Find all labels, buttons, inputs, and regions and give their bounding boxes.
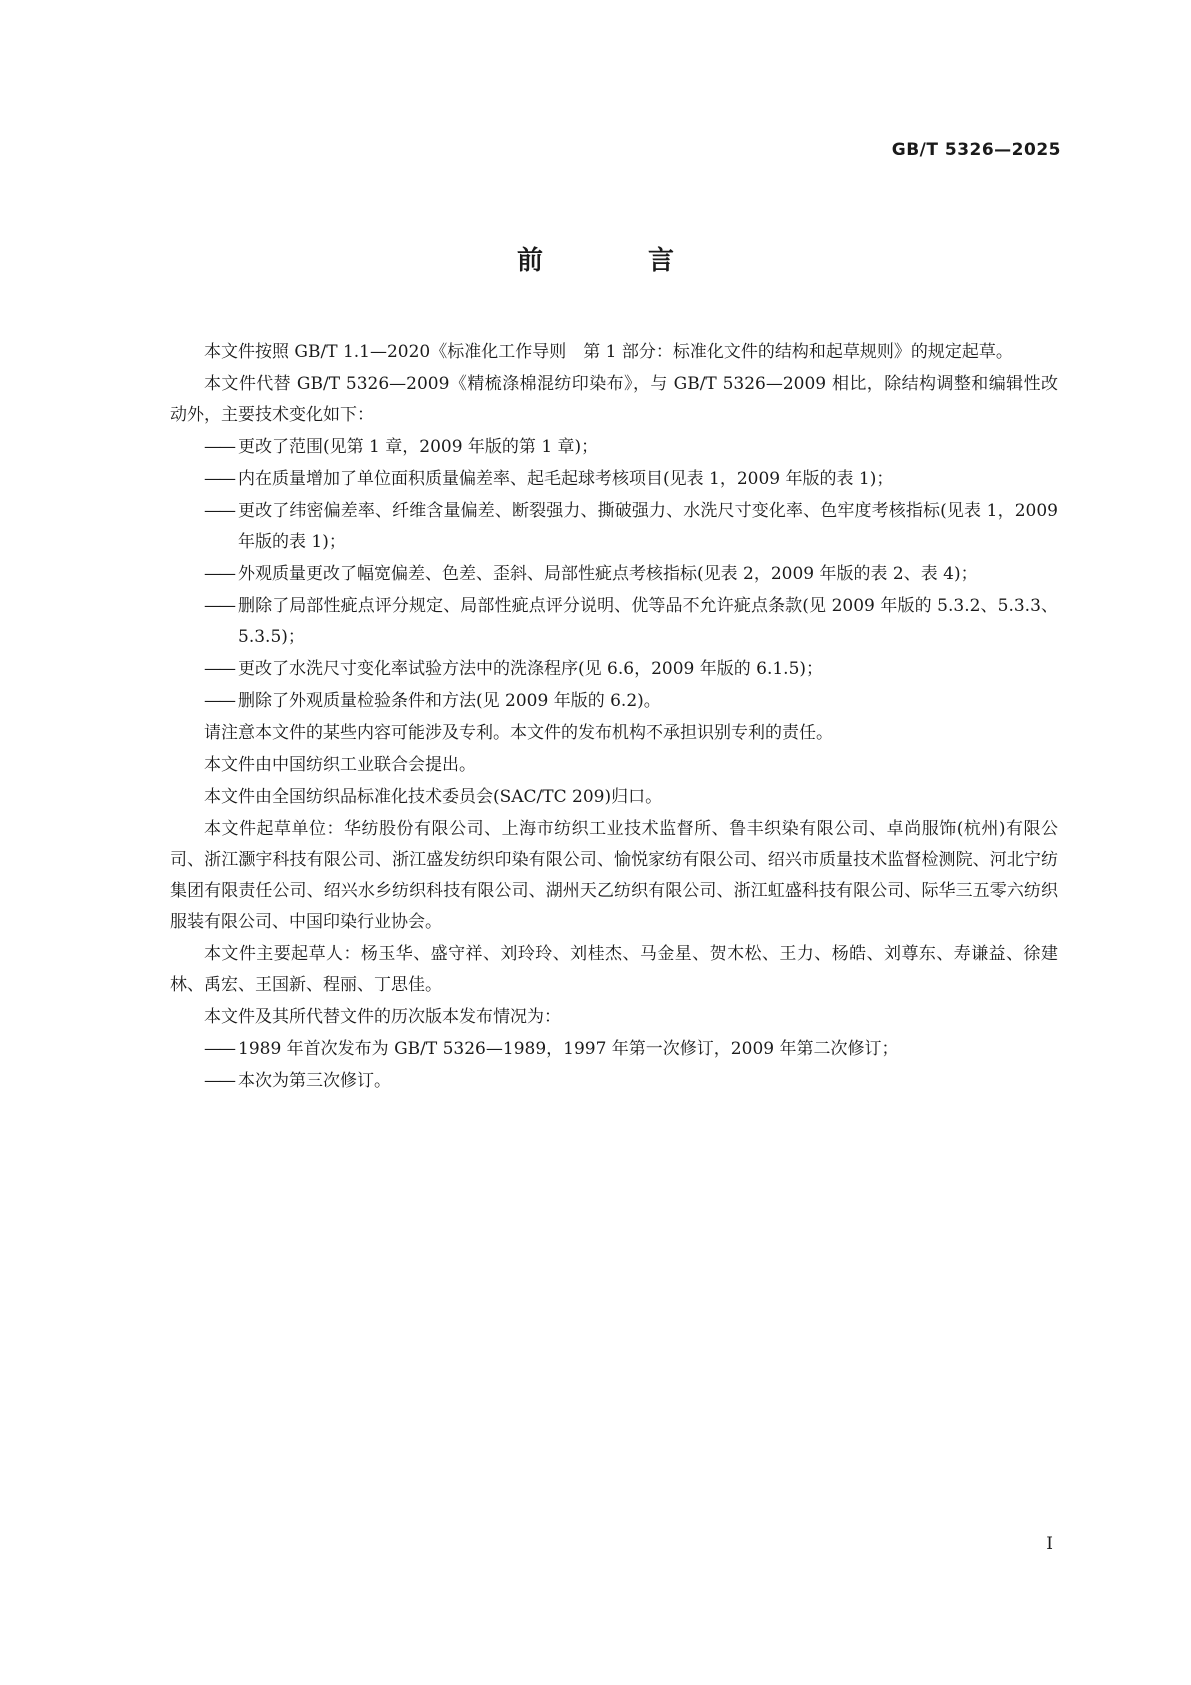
- paragraph-committee: 本文件由全国纺织品标准化技术委员会(SAC/TC 209)归口。: [204, 787, 663, 807]
- list-item: [170, 591, 1058, 653]
- list-item-text: 本次为第三次修订。: [238, 1071, 391, 1091]
- dash-marker: ——: [204, 1071, 234, 1091]
- dash-marker: ——: [204, 659, 234, 679]
- dash-marker: ——: [204, 691, 234, 711]
- list-item-text: 删除了外观质量检验条件和方法(见 2009 年版的 6.2)。: [238, 691, 661, 711]
- list-item: [170, 496, 1058, 558]
- page-number: I: [1046, 1534, 1053, 1554]
- dash-marker: ——: [204, 437, 234, 457]
- paragraph-replacement: 本文件代替 GB/T 5326—2009《精梳涤棉混纺印染布》，与 GB/T 5326—2009 相比，除结构调整和编辑性改动外，主要技术变化如下：: [170, 374, 1058, 425]
- document-body: [170, 337, 1058, 1098]
- dash-marker: ——: [204, 596, 234, 616]
- dash-marker: ——: [204, 1039, 234, 1059]
- page-title: 前 言: [516, 246, 723, 276]
- list-item-text: 更改了范围(见第 1 章，2009 年版的第 1 章)；: [238, 437, 599, 457]
- list-item-text: 内在质量增加了单位面积质量偏差率、起毛起球考核项目(见表 1，2009 年版的表 1)；: [238, 469, 894, 489]
- list-item-text: 外观质量更改了幅宽偏差、色差、歪斜、局部性疵点考核指标(见表 2，2009 年版的表 2、表 4)；: [238, 564, 978, 584]
- dash-marker: ——: [204, 564, 234, 584]
- list-item: [170, 654, 1058, 685]
- paragraph-drafting-units: 本文件起草单位：华纺股份有限公司、上海市纺织工业技术监督所、鲁丰织染有限公司、卓尚服饰(杭州)有限公司、浙江灏宇科技有限公司、浙江盛发纺织印染有限公司、愉悦家纺有限公司、绍兴市质量技术监督检测院、河北宁纺集团有限责任公司、绍兴水乡纺织科技有限公司、湖州天乙纺织有限公司、浙江虹盛科技有限公司、际华三五零六纺织服装有限公司、中国印染行业协会。: [170, 819, 1058, 932]
- dash-marker: ——: [204, 501, 234, 521]
- list-item: [170, 1066, 1058, 1097]
- paragraph-proposer: 本文件由中国纺织工业联合会提出。: [204, 755, 476, 775]
- paragraph-drafters: 本文件主要起草人：杨玉华、盛守祥、刘玲玲、刘桂杰、马金星、贺木松、王力、杨皓、刘尊东、寿谦益、徐建林、禹宏、王国新、程丽、丁思佳。: [170, 944, 1058, 995]
- list-item: [170, 559, 1058, 590]
- list-item: [170, 432, 1058, 463]
- list-item: [170, 686, 1058, 717]
- paragraph-history-intro: 本文件及其所代替文件的历次版本发布情况为：: [204, 1007, 561, 1027]
- list-item-text: 1989 年首次发布为 GB/T 5326—1989，1997 年第一次修订，2009 年第二次修订；: [238, 1039, 899, 1059]
- list-item-text: 更改了水洗尺寸变化率试验方法中的洗涤程序(见 6.6，2009 年版的 6.1.5)；: [238, 659, 824, 679]
- list-item: [170, 464, 1058, 495]
- paragraph-drafting-rule: 本文件按照 GB/T 1.1—2020《标准化工作导则 第 1 部分：标准化文件的结构和起草规则》的规定起草。: [204, 342, 1013, 362]
- list-item-text: 删除了局部性疵点评分规定、局部性疵点评分说明、优等品不允许疵点条款(见 2009 年版的 5.3.2、5.3.3、5.3.5)；: [238, 596, 1058, 647]
- dash-marker: ——: [204, 469, 234, 489]
- paragraph-patent-notice: 请注意本文件的某些内容可能涉及专利。本文件的发布机构不承担识别专利的责任。: [204, 723, 833, 743]
- list-item-text: 更改了纬密偏差率、纤维含量偏差、断裂强力、撕破强力、水洗尺寸变化率、色牢度考核指标(见表 1，2009 年版的表 1)；: [238, 501, 1058, 552]
- list-item: [170, 1034, 1058, 1065]
- standard-code: GB/T 5326—2025: [891, 140, 1061, 160]
